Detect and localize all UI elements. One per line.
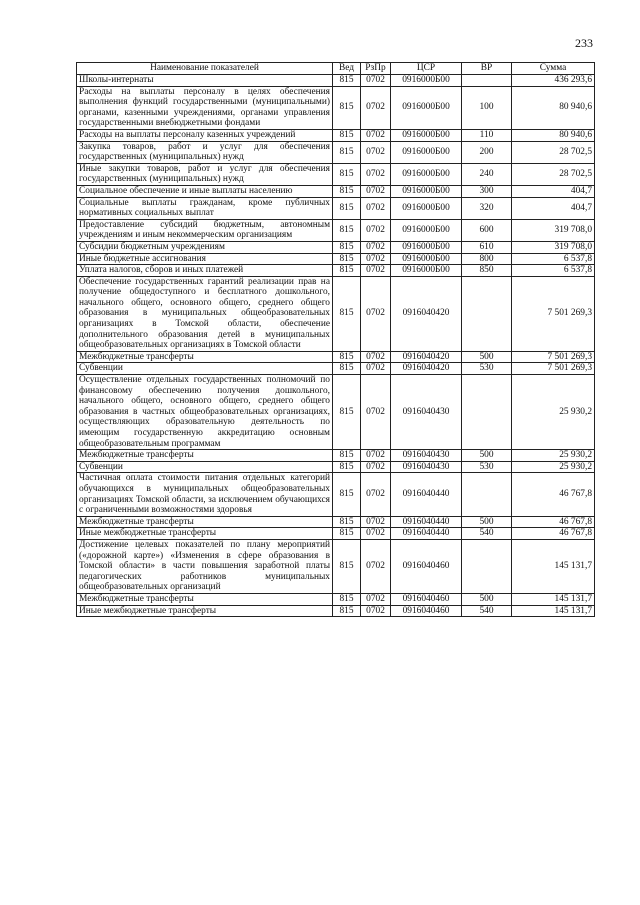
- cell-vr: [462, 276, 512, 351]
- cell-sum: 404,7: [512, 185, 595, 197]
- cell-name: Социальное обеспечение и иные выплаты населению: [77, 185, 333, 197]
- cell-rzpr: 0702: [361, 129, 391, 141]
- table-row: [77, 473, 595, 516]
- cell-name: Предоставление субсидий бюджетным, автономным учреждениям и иным некоммерческим организациям: [77, 219, 333, 241]
- table-row: [77, 253, 595, 265]
- cell-vr: 200: [462, 141, 512, 163]
- cell-sum: 319 708,0: [512, 241, 595, 253]
- cell-ved: 815: [333, 265, 361, 277]
- cell-ved: 815: [333, 163, 361, 185]
- cell-vr: 500: [462, 593, 512, 605]
- cell-ved: 815: [333, 129, 361, 141]
- cell-vr: 600: [462, 219, 512, 241]
- cell-sum: 145 131,7: [512, 539, 595, 593]
- cell-sum: 80 940,6: [512, 129, 595, 141]
- cell-ved: 815: [333, 450, 361, 462]
- cell-ved: 815: [333, 375, 361, 450]
- cell-rzpr: 0702: [361, 450, 391, 462]
- cell-name: Закупка товаров, работ и услуг для обеспечения государственных (муниципальных) нужд: [77, 141, 333, 163]
- cell-name: Социальные выплаты гражданам, кроме публичных нормативных социальных выплат: [77, 197, 333, 219]
- table-body: [77, 75, 595, 617]
- cell-sum: 404,7: [512, 197, 595, 219]
- cell-sum: 145 131,7: [512, 605, 595, 617]
- cell-rzpr: 0702: [361, 605, 391, 617]
- table-row: [77, 528, 595, 540]
- cell-name: Иные бюджетные ассигнования: [77, 253, 333, 265]
- cell-sum: 436 293,6: [512, 75, 595, 87]
- cell-rzpr: 0702: [361, 528, 391, 540]
- cell-ved: 815: [333, 241, 361, 253]
- cell-vr: 540: [462, 528, 512, 540]
- cell-rzpr: 0702: [361, 219, 391, 241]
- cell-vr: 110: [462, 129, 512, 141]
- cell-name: Иные межбюджетные трансферты: [77, 528, 333, 540]
- cell-rzpr: 0702: [361, 86, 391, 129]
- cell-rzpr: 0702: [361, 141, 391, 163]
- cell-name: Обеспечение государственных гарантий реализации прав на получение общедоступного и бесплатного дошкольного, начального общего, основного общего, среднего общего образования в муниципальных общеобразовательных организациях в Томской области, обеспечение дополнительного образования детей в муниципальных общеобразовательных организациях в Томской области: [77, 276, 333, 351]
- cell-vr: 530: [462, 363, 512, 375]
- cell-vr: 610: [462, 241, 512, 253]
- cell-name: Иные закупки товаров, работ и услуг для обеспечения государственных (муниципальных) нужд: [77, 163, 333, 185]
- budget-table: [76, 62, 595, 617]
- cell-name: Иные межбюджетные трансферты: [77, 605, 333, 617]
- cell-name: Осуществление отдельных государственных полномочий по финансовому обеспечению получения дошкольного, начального общего, основного общего, среднего общего образования в частных общеобразовательных организациях, осуществляющих образовательную деятельность по имеющим государственную аккредитацию основным общеобразовательным программам: [77, 375, 333, 450]
- table-row: [77, 141, 595, 163]
- cell-csr: 0916000Б00: [391, 219, 462, 241]
- cell-vr: 500: [462, 351, 512, 363]
- cell-csr: 0916040430: [391, 461, 462, 473]
- cell-vr: [462, 75, 512, 87]
- cell-ved: 815: [333, 75, 361, 87]
- cell-sum: 46 767,8: [512, 473, 595, 516]
- cell-csr: 0916000Б00: [391, 141, 462, 163]
- cell-rzpr: 0702: [361, 539, 391, 593]
- cell-name: Расходы на выплаты персоналу казенных учреждений: [77, 129, 333, 141]
- cell-ved: 815: [333, 516, 361, 528]
- cell-ved: 815: [333, 219, 361, 241]
- table-row: [77, 593, 595, 605]
- cell-rzpr: 0702: [361, 351, 391, 363]
- cell-rzpr: 0702: [361, 593, 391, 605]
- cell-name: Межбюджетные трансферты: [77, 593, 333, 605]
- cell-rzpr: 0702: [361, 253, 391, 265]
- table-row: [77, 129, 595, 141]
- table-row: [77, 75, 595, 87]
- cell-ved: 815: [333, 253, 361, 265]
- cell-csr: 0916040430: [391, 450, 462, 462]
- cell-csr: 0916000Б00: [391, 185, 462, 197]
- header-rzpr: РзПр: [361, 63, 391, 75]
- cell-sum: 25 930,2: [512, 375, 595, 450]
- cell-ved: 815: [333, 528, 361, 540]
- cell-sum: 319 708,0: [512, 219, 595, 241]
- cell-vr: 850: [462, 265, 512, 277]
- cell-rzpr: 0702: [361, 363, 391, 375]
- table-row: [77, 197, 595, 219]
- cell-vr: 530: [462, 461, 512, 473]
- cell-csr: 0916000Б00: [391, 265, 462, 277]
- cell-ved: 815: [333, 276, 361, 351]
- table-row: [77, 219, 595, 241]
- cell-ved: 815: [333, 605, 361, 617]
- table-row: [77, 605, 595, 617]
- page-number: 233: [575, 36, 593, 50]
- cell-csr: 0916000Б00: [391, 253, 462, 265]
- cell-sum: 7 501 269,3: [512, 363, 595, 375]
- table-row: [77, 163, 595, 185]
- cell-ved: 815: [333, 185, 361, 197]
- cell-csr: 0916040440: [391, 473, 462, 516]
- cell-ved: 815: [333, 197, 361, 219]
- cell-vr: [462, 375, 512, 450]
- cell-sum: 28 702,5: [512, 141, 595, 163]
- cell-ved: 815: [333, 593, 361, 605]
- cell-rzpr: 0702: [361, 473, 391, 516]
- cell-ved: 815: [333, 141, 361, 163]
- cell-vr: 300: [462, 185, 512, 197]
- table-row: [77, 450, 595, 462]
- table-header: [77, 63, 595, 75]
- table-row: [77, 363, 595, 375]
- cell-csr: 0916000Б00: [391, 86, 462, 129]
- cell-name: Межбюджетные трансферты: [77, 516, 333, 528]
- cell-csr: 0916000Б00: [391, 163, 462, 185]
- table-row: [77, 461, 595, 473]
- cell-rzpr: 0702: [361, 163, 391, 185]
- cell-sum: 28 702,5: [512, 163, 595, 185]
- cell-sum: 7 501 269,3: [512, 351, 595, 363]
- cell-name: Субвенции: [77, 363, 333, 375]
- header-vr: ВР: [462, 63, 512, 75]
- cell-csr: 0916040440: [391, 528, 462, 540]
- cell-vr: [462, 473, 512, 516]
- cell-csr: 0916040440: [391, 516, 462, 528]
- cell-rzpr: 0702: [361, 276, 391, 351]
- cell-vr: 240: [462, 163, 512, 185]
- cell-rzpr: 0702: [361, 75, 391, 87]
- cell-ved: 815: [333, 539, 361, 593]
- cell-ved: 815: [333, 351, 361, 363]
- cell-vr: 320: [462, 197, 512, 219]
- cell-name: Субвенции: [77, 461, 333, 473]
- cell-sum: 6 537,8: [512, 265, 595, 277]
- cell-csr: 0916040460: [391, 605, 462, 617]
- cell-name: Достижение целевых показателей по плану мероприятий («дорожной карте») «Изменения в сфере образования в Томской области» в части повышения заработной платы педагогических работников муниципальных общеобразовательных организаций: [77, 539, 333, 593]
- cell-name: Уплата налогов, сборов и иных платежей: [77, 265, 333, 277]
- cell-name: Частичная оплата стоимости питания отдельных категорий обучающихся в муниципальных общеобразовательных организациях Томской области, за исключением обучающихся с ограниченными возможностями здоровья: [77, 473, 333, 516]
- table-row: [77, 516, 595, 528]
- cell-sum: 25 930,2: [512, 461, 595, 473]
- cell-vr: 800: [462, 253, 512, 265]
- header-row: [77, 63, 595, 75]
- cell-sum: 80 940,6: [512, 86, 595, 129]
- cell-rzpr: 0702: [361, 375, 391, 450]
- cell-ved: 815: [333, 363, 361, 375]
- cell-csr: 0916000Б00: [391, 75, 462, 87]
- cell-vr: 500: [462, 450, 512, 462]
- header-csr: ЦСР: [391, 63, 462, 75]
- cell-csr: 0916000Б00: [391, 197, 462, 219]
- cell-vr: [462, 539, 512, 593]
- table-row: [77, 375, 595, 450]
- header-ved: Вед: [333, 63, 361, 75]
- cell-csr: 0916040420: [391, 363, 462, 375]
- table-row: [77, 86, 595, 129]
- cell-name: Субсидии бюджетным учреждениям: [77, 241, 333, 253]
- cell-sum: 46 767,8: [512, 528, 595, 540]
- cell-ved: 815: [333, 461, 361, 473]
- cell-sum: 6 537,8: [512, 253, 595, 265]
- cell-ved: 815: [333, 86, 361, 129]
- cell-name: Расходы на выплаты персоналу в целях обеспечения выполнения функций государственными (муниципальными) органами, казенными учреждениями, органами управления государственными внебюджетными фондами: [77, 86, 333, 129]
- table-row: [77, 241, 595, 253]
- cell-rzpr: 0702: [361, 461, 391, 473]
- cell-name: Школы-интернаты: [77, 75, 333, 87]
- cell-rzpr: 0702: [361, 241, 391, 253]
- cell-csr: 0916040420: [391, 276, 462, 351]
- cell-csr: 0916040430: [391, 375, 462, 450]
- cell-rzpr: 0702: [361, 516, 391, 528]
- table-row: [77, 185, 595, 197]
- cell-sum: 25 930,2: [512, 450, 595, 462]
- cell-csr: 0916040460: [391, 539, 462, 593]
- cell-vr: 100: [462, 86, 512, 129]
- cell-csr: 0916040460: [391, 593, 462, 605]
- cell-rzpr: 0702: [361, 197, 391, 219]
- cell-rzpr: 0702: [361, 265, 391, 277]
- table-row: [77, 276, 595, 351]
- cell-csr: 0916040420: [391, 351, 462, 363]
- table-row: [77, 539, 595, 593]
- table-row: [77, 351, 595, 363]
- cell-vr: 540: [462, 605, 512, 617]
- cell-sum: 145 131,7: [512, 593, 595, 605]
- cell-ved: 815: [333, 473, 361, 516]
- header-sum: Сумма: [512, 63, 595, 75]
- cell-sum: 7 501 269,3: [512, 276, 595, 351]
- cell-rzpr: 0702: [361, 185, 391, 197]
- cell-name: Межбюджетные трансферты: [77, 450, 333, 462]
- cell-csr: 0916000Б00: [391, 129, 462, 141]
- table-row: [77, 265, 595, 277]
- cell-vr: 500: [462, 516, 512, 528]
- cell-name: Межбюджетные трансферты: [77, 351, 333, 363]
- header-name: Наименование показателей: [77, 63, 333, 75]
- cell-csr: 0916000Б00: [391, 241, 462, 253]
- cell-sum: 46 767,8: [512, 516, 595, 528]
